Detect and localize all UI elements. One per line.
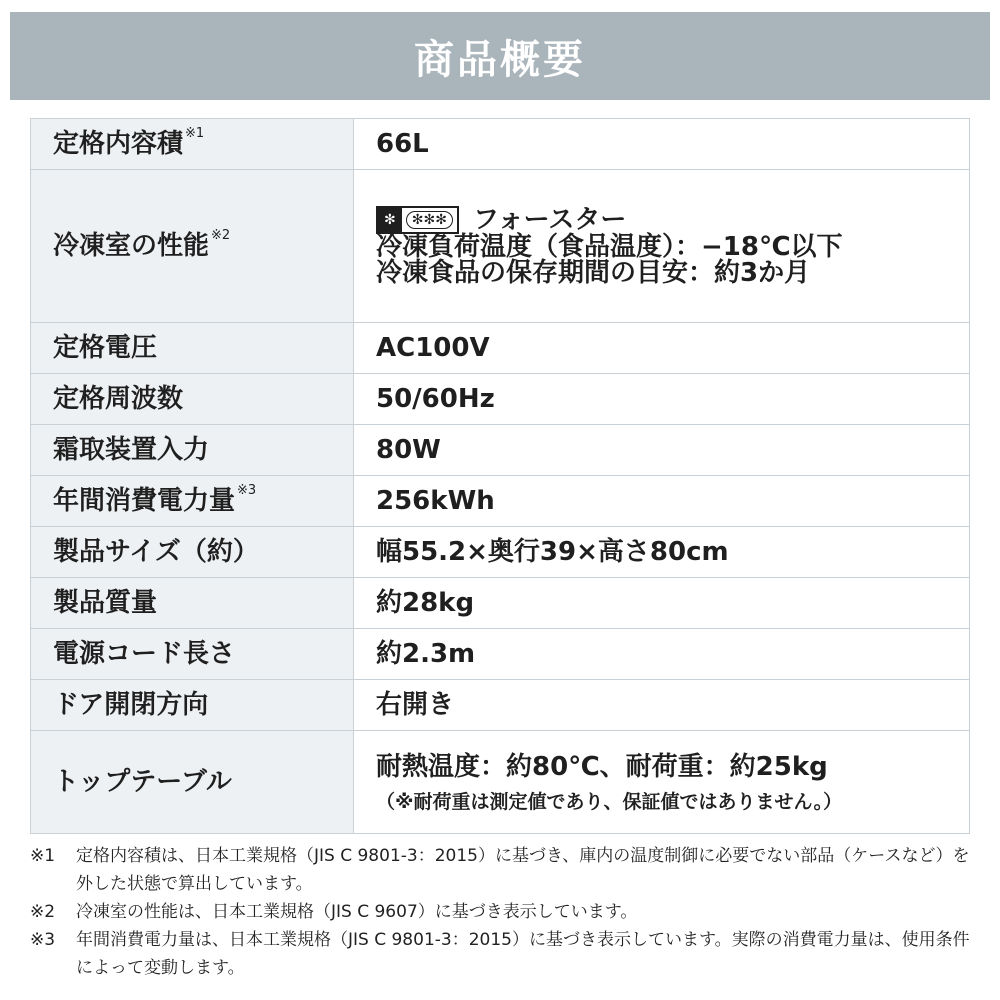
row-label: ドア開閉方向 [31, 680, 354, 731]
table-row [31, 680, 970, 731]
row-value: 幅55.2×奥行39×高さ80cm [354, 527, 970, 578]
freeze-temp-line: 冷凍負荷温度（食品温度）：−18℃以下 [376, 232, 843, 262]
row-value: AC100V [354, 323, 970, 374]
row-label: 霜取装置入力 [31, 425, 354, 476]
table-row [31, 323, 970, 374]
row-label: 製品サイズ（約） [31, 527, 354, 578]
spec-table [30, 118, 970, 834]
table-row [31, 374, 970, 425]
footnote-item [30, 926, 980, 982]
four-star-freezer-icon: ✻ ✻✻✻ [376, 206, 459, 234]
top-table-spec: 耐熱温度：約80℃、耐荷重：約25kg [376, 752, 828, 782]
section-title: 商品概要 [414, 36, 586, 83]
table-row [31, 425, 970, 476]
row-label: 年間消費電力量 $^{※3}$ [31, 476, 354, 527]
footnotes [30, 842, 980, 982]
footnote-item [30, 842, 980, 898]
row-value [354, 731, 970, 834]
row-label: 電源コード長さ [31, 629, 354, 680]
table-row [31, 476, 970, 527]
row-value: 66L [354, 119, 970, 170]
top-table-disclaimer: （※耐荷重は測定値であり、保証値ではありません。） [376, 791, 843, 813]
row-value: 約28kg [354, 578, 970, 629]
table-row [31, 629, 970, 680]
table-row [31, 731, 970, 834]
row-value [354, 170, 970, 323]
section-header [10, 12, 990, 100]
row-label: 定格電圧 [31, 323, 354, 374]
footnote-mark: ※3 [30, 930, 56, 950]
row-value: 256kWh [354, 476, 970, 527]
footnote-mark: ※1 [185, 126, 205, 141]
table-row [31, 170, 970, 323]
footnote-mark: ※1 [30, 846, 56, 866]
footnote-text: 定格内容積は、日本工業規格（JIS C 9801-3：2015）に基づき、庫内の温度制御に必要でない部品（ケースなど）を外した状態で算出しています。 [76, 846, 970, 894]
row-label: トップテーブル [31, 731, 354, 834]
row-label: 定格内容積 $^{※1}$ [31, 119, 354, 170]
row-label: 冷凍室の性能 $^{※2}$ [31, 170, 354, 323]
row-value: 80W [354, 425, 970, 476]
row-value: 約2.3m [354, 629, 970, 680]
footnote-mark: ※3 [237, 483, 257, 498]
table-row [31, 119, 970, 170]
footnote-text: 冷凍室の性能は、日本工業規格（JIS C 9607）に基づき表示しています。 [76, 902, 638, 922]
table-row [31, 578, 970, 629]
row-value: 右開き [354, 680, 970, 731]
footnote-mark: ※2 [30, 902, 56, 922]
row-label: 製品質量 [31, 578, 354, 629]
frost-label: フォースター [472, 205, 627, 235]
storage-period-line: 冷凍食品の保存期間の目安：約3か月 [376, 258, 811, 288]
footnote-item [30, 898, 980, 926]
row-label: 定格周波数 [31, 374, 354, 425]
footnote-text: 年間消費電力量は、日本工業規格（JIS C 9801-3：2015）に基づき表示しています。実際の消費電力量は、使用条件によって変動します。 [76, 930, 970, 978]
footnote-mark: ※2 [211, 228, 231, 243]
row-value: 50/60Hz [354, 374, 970, 425]
table-row [31, 527, 970, 578]
